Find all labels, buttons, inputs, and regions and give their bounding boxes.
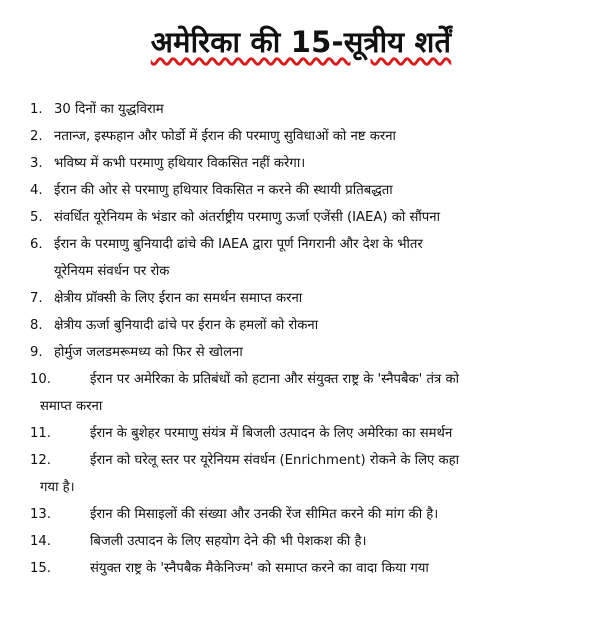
list-item-text: भविष्य में कभी परमाणु हथियार विकसित नहीं करेगा। [54,156,306,171]
list-item-text: ईरान के बुशेहर परमाणु संयंत्र में बिजली उत्पादन के लिए अमेरिका का समर्थन [90,426,453,441]
list-item-number: 9. [30,345,43,360]
list-item-number: 4. [30,183,43,198]
list-item-text: ईरान को घरेलू स्तर पर यूरेनियम संवर्धन (Enrichment) रोकने के लिए कहा [90,453,460,468]
list-item-number: 3. [30,156,43,171]
list-item-number: 14. [30,534,51,549]
list-item [30,96,570,123]
list-item [30,177,570,204]
list-item-number: 12. [30,453,51,468]
list-item-number: 15. [30,561,51,576]
list-item-text: 30 दिनों का युद्धविराम [54,102,164,117]
list-item-text: ईरान पर अमेरिका के प्रतिबंधों को हटाना और संयुक्त राष्ट्र के 'स्नैपबैक' तंत्र को [90,372,460,387]
list-item-text: क्षेत्रीय प्रॉक्सी के लिए ईरान का समर्थन समाप्त करना [54,291,303,306]
list-item-number: 13. [30,507,51,522]
list-item-number: 11. [30,426,51,441]
list-item [30,150,570,177]
list-item-number: 7. [30,291,43,306]
list-item [30,501,570,528]
list-item [30,339,570,366]
list-item-text: होर्मुज जलडमरूमध्य को फिर से खोलना [54,345,243,360]
list-item-text: संयुक्त राष्ट्र के 'स्नैपबैक मैकेनिज्म' को समाप्त करने का वादा किया गया [90,561,429,576]
list-item-text: ईरान की मिसाइलों की संख्या और उनकी रेंज सीमित करने की मांग की है। [90,507,439,522]
list-item-text: ईरान के परमाणु बुनियादी ढांचे की IAEA द्वारा पूर्ण निगरानी और देश के भीतर [54,237,423,252]
list-item [30,204,570,231]
list-item [30,285,570,312]
list-item [30,312,570,339]
list-item-number: 10. [30,372,51,387]
list-item [30,447,570,501]
list-item [30,555,570,582]
list-item-text: बिजली उत्पादन के लिए सहयोग देने की भी पेशकश की है। [90,534,367,549]
list-item-number: 6. [30,237,43,252]
list-item [30,420,570,447]
list-item-number: 2. [30,129,43,144]
list-item-text: क्षेत्रीय ऊर्जा बुनियादी ढांचे पर ईरान के हमलों को रोकना [54,318,319,333]
conditions-list [30,96,570,582]
title-container [0,22,602,61]
list-item [30,366,570,420]
list-item-continuation: गया है। [40,480,75,495]
list-item [30,231,570,285]
page-title: अमेरिका की 15-सूत्रीय शर्तें [150,25,452,59]
list-item [30,528,570,555]
list-item-continuation: समाप्त करना [40,399,103,414]
list-item [30,123,570,150]
list-item-number: 1. [30,102,43,117]
list-item-number: 5. [30,210,43,225]
list-item-continuation: यूरेनियम संवर्धन पर रोक [54,264,170,279]
list-item-text: नतान्ज, इस्फहान और फोर्डो में ईरान की परमाणु सुविधाओं को नष्ट करना [54,129,396,144]
list-item-text: संवर्धित यूरेनियम के भंडार को अंतर्राष्ट्रीय परमाणु ऊर्जा एजेंसी (IAEA) को सौंपना [54,210,441,225]
list-item-number: 8. [30,318,43,333]
list-item-text: ईरान की ओर से परमाणु हथियार विकसित न करने की स्थायी प्रतिबद्धता [54,183,393,198]
